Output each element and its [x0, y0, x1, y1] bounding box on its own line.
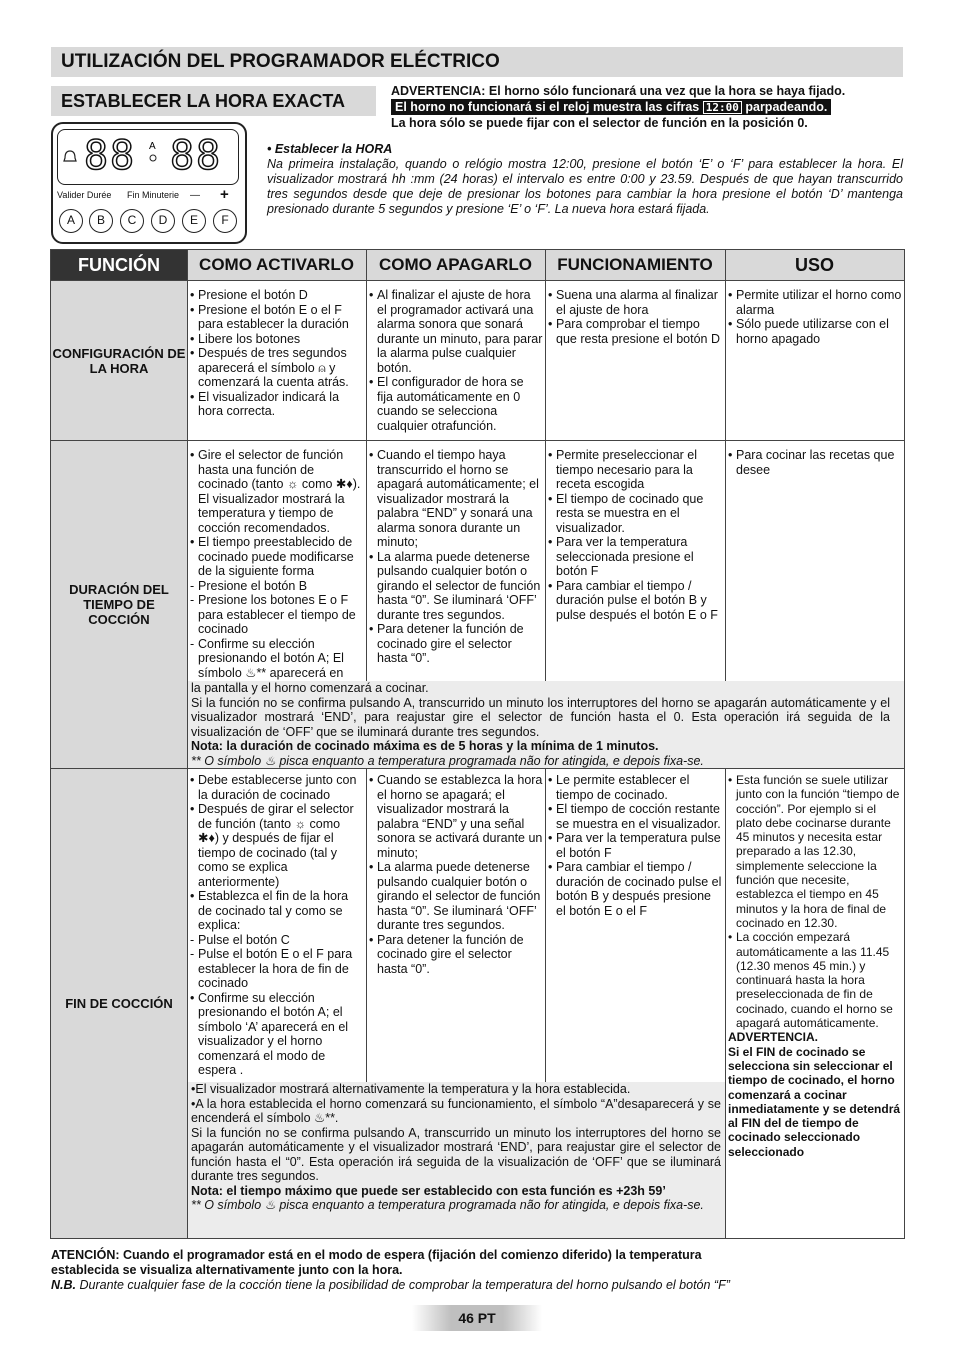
- intro-text: [267, 142, 903, 217]
- display-digit: 8: [196, 133, 221, 179]
- note-line: la pantalla y el horno comenzará a cocinar.: [191, 681, 429, 695]
- list-item: • Para ver la temperatura seleccionada presione el botón F: [548, 535, 723, 579]
- list-item: • La alarma puede detenerse pulsando cualquier botón o girando el selector de función hasta “0”. Se iluminará ‘OFF’ durante tres segundos.: [369, 550, 543, 623]
- button-f[interactable]: F: [213, 209, 237, 233]
- display-digit: 8: [84, 133, 109, 179]
- page-title: UTILIZACIÓN DEL PROGRAMADOR ELÉCTRICO: [51, 47, 903, 77]
- grid-line: [366, 250, 367, 681]
- button-e[interactable]: E: [182, 209, 206, 233]
- intro-body: Na primeira instalação, quando o relógio mostra 12:00, presione el botón ‘E’ o ‘F’ para establecer la hora. El visualizador mostrará hh :mm (24 horas) el intervalo es entre 0:00 y 23.59. Después de que hayan transcurrido tres segundos desde que deje de presionar los botones para cambiar la hora presione el botón ‘D’ mantenga presionado durante 5 segundos y presione ‘E’ o ‘F’. La nueva hora estará fijada.: [267, 157, 903, 216]
- list-item: • Sólo puede utilizarse con el horno apagado: [728, 317, 902, 346]
- row1-funcionamiento: [548, 288, 723, 346]
- header-activar: COMO ACTIVARLO: [187, 250, 366, 280]
- label-fin: Fin Minuterie: [127, 190, 180, 200]
- list-item: • Establezca el fin de la hora de cocinado tal y como se explica:: [190, 889, 364, 933]
- row1-apagar: [369, 288, 543, 433]
- list-item: • Cuando se establezca la hora el horno se apagará; el visualizador mostrará la palabra “END” y una señal sonora se activará durante un minuto;: [369, 773, 543, 860]
- list-item: • Al finalizar el ajuste de hora el programador activará una alarma sonora que sonará durante un minuto, para parar la alarma pulse cualquier botón.: [369, 288, 543, 375]
- nb-text: Durante cualquier fase de la cocción tiene la posibilidad de comprobar la temperatura del horno pulsando el botón “F”: [79, 1278, 730, 1292]
- list-item: • Suena una alarma al finalizar el ajuste de hora: [548, 288, 723, 317]
- list-item: • La alarma puede detenerse pulsando cualquier botón o girando el selector de función hasta “0”. Se iluminará ‘OFF’ durante tres segundos.: [369, 860, 543, 933]
- row2-activar: [190, 448, 364, 680]
- row-name-duracion: DURACIÓN DEL TIEMPO DE COCCIÓN: [51, 441, 187, 768]
- warning-line-1: ADVERTENCIA: El horno sólo funcionará una vez que la hora se haya fijado.: [391, 84, 846, 98]
- row-name-hora: CONFIGURACIÓN DE LA HORA: [51, 281, 187, 440]
- note-line: ** O símbolo ♨ pisca enquanto a temperatura programada não for atingida, e depois fixa-se.: [191, 1198, 704, 1212]
- header-funcion: FUNCIÓN: [51, 250, 187, 280]
- display-digit: 8: [110, 133, 135, 179]
- list-item: • Libere los botones: [190, 332, 364, 347]
- list-item: • La cocción empezará automáticamente a las 11.45 (12.30 menos 45 min.) y continuará hasta la hora preseleccionada de fin de cocinado, cuando el horno se apagará automáticamente.: [728, 930, 902, 1030]
- row3-note: [188, 1082, 725, 1238]
- list-item: • Le permite establecer el tiempo de cocinado.: [548, 773, 723, 802]
- bell-icon: [62, 143, 78, 173]
- row1-uso: [728, 288, 902, 346]
- warning-line-2a: El horno no funcionará si el reloj muestra las cifras: [395, 100, 700, 114]
- row2-note: [188, 681, 904, 768]
- note-line: Nota: la duración de cocinado máxima es de 5 horas y la mínima de 1 minutos.: [191, 739, 659, 753]
- list-item: • Gire el selector de función hasta una función de cocinado (tanto ☼ como ✱♦). El visualizador mostrará la temperatura y tiempo de cocción recomendados.: [190, 448, 364, 535]
- list-item: • Para cambiar el tiempo / duración pulse el botón B y pulse después el botón E o F: [548, 579, 723, 623]
- header-apagar: COMO APAGARLO: [366, 250, 545, 280]
- row2-funcionamiento: [548, 448, 723, 622]
- list-item: • Para cocinar las recetas que desee: [728, 448, 902, 477]
- list-item: - Presione los botones E o F para establecer el tiempo de cocinado: [190, 593, 364, 637]
- warning-line-2: [391, 99, 831, 115]
- section-title: ESTABLECER LA HORA EXACTA: [51, 86, 376, 116]
- list-item: • Debe establecerse junto con la duración de cocinado: [190, 773, 364, 802]
- note-line: Si la función no se confirma pulsando A, transcurrido un minuto los interruptores del horno se apagarán automáticamente y el visualizador mostrará ‘END’, para reajustar gire el selector de función hasta el “0”. Esta operación irá seguida de la visualización de ‘OFF’ que se iluminará durante tres segundos.: [191, 1125, 721, 1183]
- list-item: • El visualizador indicará la hora correcta.: [190, 390, 364, 419]
- grid-line: [366, 768, 367, 1082]
- list-item: • Permite preseleccionar el tiempo necesario para la receta escogida: [548, 448, 723, 492]
- display-digit: 8: [170, 133, 195, 179]
- list-item: • El configurador de hora se fija automáticamente en 0 cuando se selecciona cualquier otrafunción.: [369, 375, 543, 433]
- list-item: • Presione el botón D: [190, 288, 364, 303]
- list-item: • Para comprobar el tiempo que resta presione el botón D: [548, 317, 723, 346]
- programmer-display: [57, 129, 239, 185]
- button-c[interactable]: C: [120, 209, 144, 233]
- uso-warning-title: ADVERTENCIA.: [728, 1030, 819, 1045]
- note-line: •El visualizador mostrará alternativamente la temperatura y la hora establecida.: [191, 1082, 631, 1096]
- warning-line-3: La hora sólo se puede fijar con el selector de función en la posición 0.: [391, 116, 808, 130]
- svg-text:A: A: [149, 141, 156, 152]
- warning-digits: 12:00: [703, 101, 742, 114]
- note-line: Si la función no se confirma pulsando A, transcurrido un minuto los interruptores del horno se apagarán automáticamente y el visualizador mostrará ‘END’, para reajustar gire el selector de función hasta el 0. Esta operación irá seguida de la visualización de ‘OFF’ que se iluminará durante tres segundos.: [191, 695, 890, 739]
- row3-funcionamiento: [548, 773, 723, 918]
- list-item: • Para detener la función de cocinado gire el selector hasta “0”.: [369, 933, 543, 977]
- list-item: • Después de tres segundos aparecerá el símbolo ⍝ y comenzará la cuenta atrás.: [190, 346, 364, 390]
- grid-line: [545, 768, 546, 1082]
- row2-apagar: [369, 448, 543, 666]
- minus-icon: —: [190, 190, 200, 201]
- plus-icon: +: [220, 186, 229, 203]
- grid-line: [545, 250, 546, 681]
- nb-note: [51, 1278, 903, 1293]
- atencion-note: ATENCIÓN: Cuando el programador está en el modo de espera (fijación del comienzo diferido) la temperatura establecida se visualiza alternativamente junto con la hora.: [51, 1248, 702, 1277]
- footer-notes: [51, 1248, 903, 1293]
- nb-label: N.B.: [51, 1278, 76, 1292]
- warning-line-2b: parpadeando.: [745, 100, 828, 114]
- list-item: • Permite utilizar el horno como alarma: [728, 288, 902, 317]
- grid-line: [725, 250, 726, 681]
- list-item: • El tiempo de cocinado que resta se muestra en el visualizador.: [548, 492, 723, 536]
- row1-activar: [190, 288, 364, 419]
- grid-line: [725, 768, 726, 1238]
- list-item: • Para cambiar el tiempo / duración de cocinado pulse el botón B y después presione el botón E o el F: [548, 860, 723, 918]
- list-item: • Confirme su elección presionando el botón A; el símbolo ‘A’ aparecerá en el visualizador y el horno comenzará el modo de espera .: [190, 991, 364, 1078]
- list-item: • El tiempo preestablecido de cocinado puede modificarse de la siguiente forma: [190, 535, 364, 579]
- button-a[interactable]: A: [59, 209, 83, 233]
- note-line: ** O símbolo ♨ pisca enquanto a temperatura programada não for atingida, e depois fixa-se.: [191, 753, 704, 768]
- list-item: • Cuando el tiempo haya transcurrido el horno se apagará automáticamente; el visualizador mostrará la palabra “END” y sonará una alarma sonora durante un minuto;: [369, 448, 543, 550]
- button-d[interactable]: D: [151, 209, 175, 233]
- button-b[interactable]: B: [89, 209, 113, 233]
- row2-uso: [728, 448, 902, 477]
- warning-block: [391, 83, 901, 131]
- list-item: • El tiempo de cocción restante se muestra en el visualizador.: [548, 802, 723, 831]
- list-item: • Para ver la temperatura pulse el botón F: [548, 831, 723, 860]
- list-item: - Pulse el botón E o el F para establecer la hora de fin de cocinado: [190, 947, 364, 991]
- note-line: •A la hora establecida el horno comenzará su funcionamiento, el símbolo “A”desaparecerá y se encenderá el símbolo ♨**.: [191, 1096, 721, 1125]
- list-item: - Presione el botón B: [190, 579, 364, 594]
- list-item: • Presione el botón E o el F para establecer la duración: [190, 303, 364, 332]
- row3-activar: [190, 773, 364, 1078]
- list-item: • Esta función se suele utilizar junto con la función “tiempo de cocción”. Por ejemplo si el plato debe cocinarse durante 45 minutos y necesita estar preparado a las 12.30, simplemente seleccione la función que necesite, establezca el tiempo en 45 minutos y la hora de final de cocinado en 12.30.: [728, 773, 902, 930]
- row3-apagar: [369, 773, 543, 976]
- label-valider: Valider Durée: [57, 190, 112, 200]
- header-funcionamiento: FUNCIONAMIENTO: [545, 250, 725, 280]
- list-item: - Confirme su elección presionando el botón A; El símbolo ♨** aparecerá en: [190, 637, 364, 681]
- auto-indicator-icon: [148, 138, 160, 166]
- header-uso: USO: [725, 250, 904, 280]
- intro-heading: • Establecer la HORA: [267, 142, 393, 156]
- uso-warning: Si el FIN de cocinado se selecciona sin seleccionar el tiempo de cocinado, el horno comenzará a cocinar inmediatamente y se detendrá al FIN del de tiempo de cocinado seleccionado seleccionado: [728, 1044, 901, 1159]
- list-item: - Pulse el botón C: [190, 933, 364, 948]
- list-item: • Después de girar el selector de función (tanto ☼ como ✱♦) y después de fijar el tiempo de cocinado (tal y como se explica anteriormente): [190, 802, 364, 889]
- page-number: 46 PT: [412, 1305, 542, 1331]
- list-item: • Para detener la función de cocinado gire el selector hasta “0”.: [369, 622, 543, 666]
- row-name-fin: FIN DE COCCIÓN: [51, 769, 187, 1238]
- note-line: Nota: el tiempo máximo que puede ser establecido con esta función es +23h 59’: [191, 1183, 666, 1198]
- row3-uso: [728, 773, 902, 1159]
